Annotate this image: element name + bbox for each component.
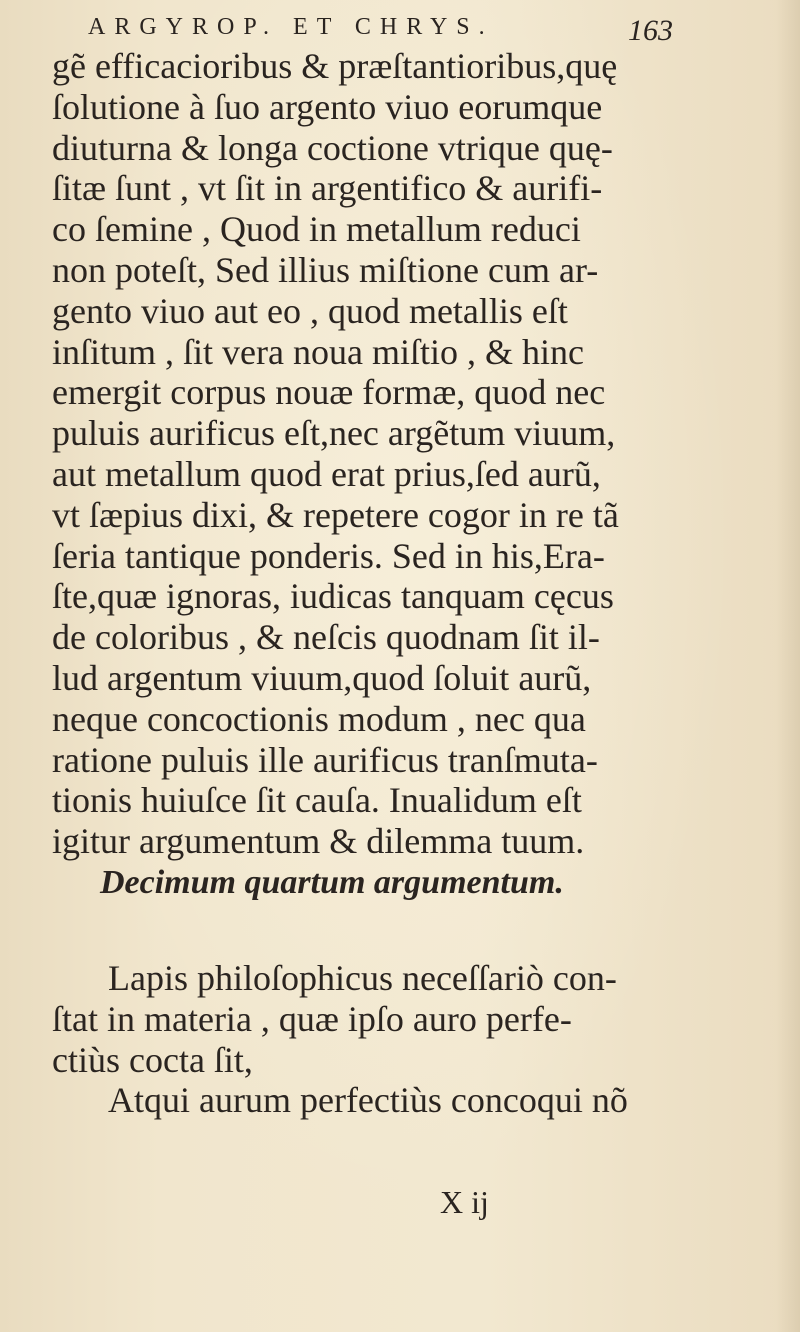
text-line: ſtat in materia , quæ ipſo auro perfe- [52,998,572,1039]
text-line: de coloribus , & neſcis quodnam ſit il- [52,617,600,658]
signature-catchword: X ij [440,1184,489,1220]
second-paragraph [52,958,772,1121]
text-line: Atqui aurum perfectiùs concoqui nõ [108,1080,628,1121]
text-line: gẽ efficacioribus & præſtantioribus,quę [52,46,618,86]
text-line: ſitæ ſunt , vt ſit in argentifico & aurifi- [52,168,603,209]
text-line: ſeria tantique ponderis. Sed in his,Era- [52,535,605,576]
text-line: tionis huiuſce ſit cauſa. Inualidum eſt [52,780,582,821]
main-paragraph [52,46,772,862]
text-line: neque concoctionis modum , nec qua [52,698,586,739]
text-line: non poteſt, Sed illius miſtione cum ar- [52,249,599,290]
running-head: ARGYROP. ET CHRYS. [88,14,494,40]
text-line: vt ſæpius dixi, & repetere cogor in re tã [52,494,619,535]
page-number: 163 [628,14,673,47]
text-line: ſte,quæ ignoras, iudicas tanquam cęcus [52,576,614,617]
section-heading: Decimum quartum argumentum. [100,864,564,901]
text-line: co ſemine , Quod in metallum reduci [52,209,581,250]
text-line: diuturna & longa coctione vtrique quę- [52,127,613,168]
page-edge-shadow [776,0,800,1332]
text-line: gento viuo aut eo , quod metallis eſt [52,290,568,331]
text-line: emergit corpus nouæ formæ, quod nec [52,372,606,413]
text-line: ratione puluis ille aurificus tranſmuta- [52,739,598,780]
text-line: lud argentum viuum,quod ſoluit aurũ, [52,657,592,698]
text-line: inſitum , ſit vera noua miſtio , & hinc [52,331,584,372]
text-line: Lapis philoſophicus neceſſariò con- [108,958,617,998]
text-line: ſolutione à ſuo argento viuo eorumque [52,86,603,127]
text-line: aut metallum quod erat prius,ſed aurũ, [52,453,601,494]
text-line: ctiùs cocta ſit, [52,1039,253,1080]
text-line: puluis aurificus eſt,nec argẽtum viuum, [52,413,616,454]
text-line: igitur argumentum & dilemma tuum. [52,821,585,862]
